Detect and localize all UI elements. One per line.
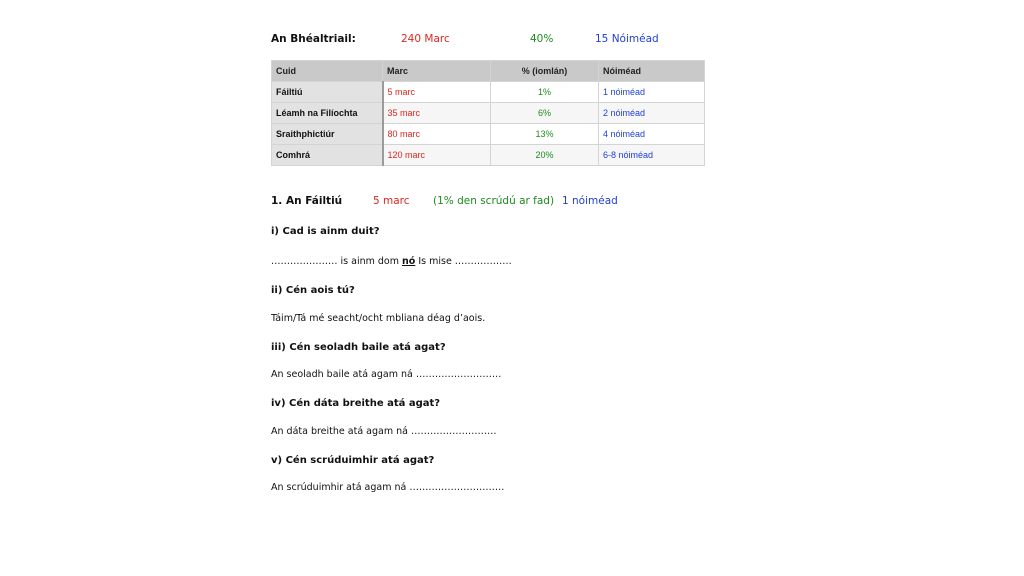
table-header-row	[272, 61, 705, 82]
header-percent: % (iomlán)	[491, 61, 599, 82]
header-noimead: Nóiméad	[599, 61, 705, 82]
section-percent: (1% den scrúdú ar fad)	[433, 195, 555, 207]
answer-1	[271, 256, 512, 267]
cell-noimead: 6-8 nóiméad	[599, 145, 705, 166]
answer-1-start: ………………… is ainm dom	[271, 256, 403, 267]
cell-marc: 120 marc	[383, 145, 491, 166]
cell-noimead: 1 nóiméad	[599, 82, 705, 103]
marks-breakdown-table	[271, 60, 705, 166]
cell-cuid: Sraithphictiúr	[272, 124, 383, 145]
answer-3: An seoladh baile atá agam ná ………………………	[271, 369, 502, 380]
summary-title: An Bhéaltriail:	[271, 33, 356, 45]
cell-percent: 1%	[491, 82, 599, 103]
summary-marks: 240 Marc	[401, 33, 450, 45]
table-row	[272, 145, 705, 166]
answer-5: An scrúduimhir atá agam ná …………………………	[271, 482, 505, 493]
header-marc: Marc	[383, 61, 491, 82]
summary-time: 15 Nóiméad	[595, 33, 659, 45]
cell-noimead: 4 nóiméad	[599, 124, 705, 145]
table-row	[272, 82, 705, 103]
header-cuid: Cuid	[272, 61, 383, 82]
cell-percent: 20%	[491, 145, 599, 166]
cell-percent: 13%	[491, 124, 599, 145]
section-time: 1 nóiméad	[562, 195, 618, 207]
section-marks: 5 marc	[373, 195, 410, 207]
cell-marc: 35 marc	[383, 103, 491, 124]
cell-cuid: Fáiltiú	[272, 82, 383, 103]
cell-marc: 80 marc	[383, 124, 491, 145]
answer-4: An dáta breithe atá agam ná ………………………	[271, 426, 497, 437]
cell-cuid: Comhrá	[272, 145, 383, 166]
answer-2: Táim/Tá mé seacht/ocht mbliana déag d’aois.	[271, 313, 486, 324]
table-row	[272, 103, 705, 124]
question-3: iii) Cén seoladh baile atá agat?	[271, 342, 446, 353]
answer-1-end: Is mise ………………	[415, 256, 512, 267]
question-1: i) Cad is ainm duit?	[271, 226, 380, 237]
cell-percent: 6%	[491, 103, 599, 124]
question-4: iv) Cén dáta breithe atá agat?	[271, 398, 441, 409]
question-2: ii) Cén aois tú?	[271, 285, 355, 296]
section-title: 1. An Fáiltiú	[271, 195, 343, 207]
question-5: v) Cén scrúduimhir atá agat?	[271, 455, 435, 466]
cell-cuid: Léamh na Filíochta	[272, 103, 383, 124]
answer-1-or: nó	[402, 256, 416, 267]
cell-noimead: 2 nóiméad	[599, 103, 705, 124]
cell-marc: 5 marc	[383, 82, 491, 103]
summary-percent: 40%	[530, 33, 554, 45]
table-row	[272, 124, 705, 145]
